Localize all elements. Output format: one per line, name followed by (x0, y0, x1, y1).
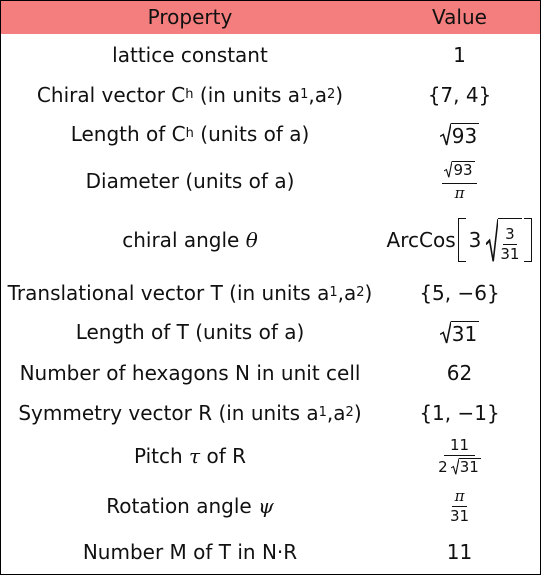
fraction: 11 2 31 (438, 435, 479, 476)
property-cell: Chiral vector C h (in units a 1 ,a 2 ) (36, 83, 344, 107)
fraction: $\frac{3}{31}$ (500, 224, 520, 263)
square-root: 31 (440, 321, 479, 344)
square-root: 93 (440, 123, 479, 146)
value-cell: 11 (446, 540, 473, 564)
value-cell (379, 211, 540, 269)
table-row (1, 157, 540, 205)
property-cell: chiral angle θ (122, 228, 258, 252)
property-cell: Translational vector T (in units a 1 ,a 2 ) (7, 281, 373, 305)
property-cell: Number of hexagons N in unit cell (19, 361, 361, 385)
value-cell: 62 (446, 361, 473, 385)
table-row (1, 533, 540, 571)
table-row (1, 77, 540, 113)
property-cell: Symmetry vector R (in units a 1 ,a 2 ) (18, 401, 362, 425)
square-root: 31 (451, 458, 481, 475)
value-cell (379, 431, 540, 481)
table-row (1, 355, 540, 391)
radical-sign-icon (440, 123, 451, 146)
radical-sign-icon (486, 218, 498, 263)
value-cell: {7, 4} (427, 83, 492, 107)
square-root: 93 (444, 161, 474, 178)
property-cell: Number M of T in N·R (82, 540, 298, 564)
table-header (1, 1, 540, 34)
table-row (1, 37, 540, 73)
property-cell: Length of C h (units of a) (70, 122, 310, 146)
fraction: $\frac{\pi}{31}$ (449, 486, 470, 525)
table-row (1, 313, 540, 351)
radical-sign-icon (451, 458, 459, 475)
value-cell: 1 (453, 43, 466, 67)
table-row (1, 275, 540, 311)
table-row (1, 431, 540, 481)
table-row (1, 483, 540, 529)
property-cell: Pitch τ of R (133, 444, 247, 468)
property-cell: lattice constant (112, 43, 268, 67)
value-cell: {5, −6} (419, 281, 500, 305)
header-value: Value (432, 5, 487, 29)
arccos-expression: ArcCos 3 $\frac{3}{31}$ (387, 218, 533, 262)
value-cell (379, 157, 540, 205)
value-cell (379, 483, 540, 529)
table-row (1, 211, 540, 269)
value-cell (379, 115, 540, 153)
table-row (1, 395, 540, 431)
table-row (1, 115, 540, 153)
value-cell (379, 313, 540, 351)
property-cell: Length of T (units of a) (75, 320, 305, 344)
radical-sign-icon (444, 161, 452, 178)
left-bracket-icon (458, 218, 466, 262)
radical-sign-icon (440, 321, 451, 344)
right-bracket-icon (524, 218, 532, 262)
value-cell: {1, −1} (419, 401, 500, 425)
property-cell: Rotation angle ψ (106, 494, 274, 518)
fraction: $\frac{93}{\pi}$ (442, 161, 476, 201)
property-cell: Diameter (units of a) (85, 169, 295, 193)
square-root (486, 218, 522, 263)
header-property: Property (147, 5, 233, 29)
